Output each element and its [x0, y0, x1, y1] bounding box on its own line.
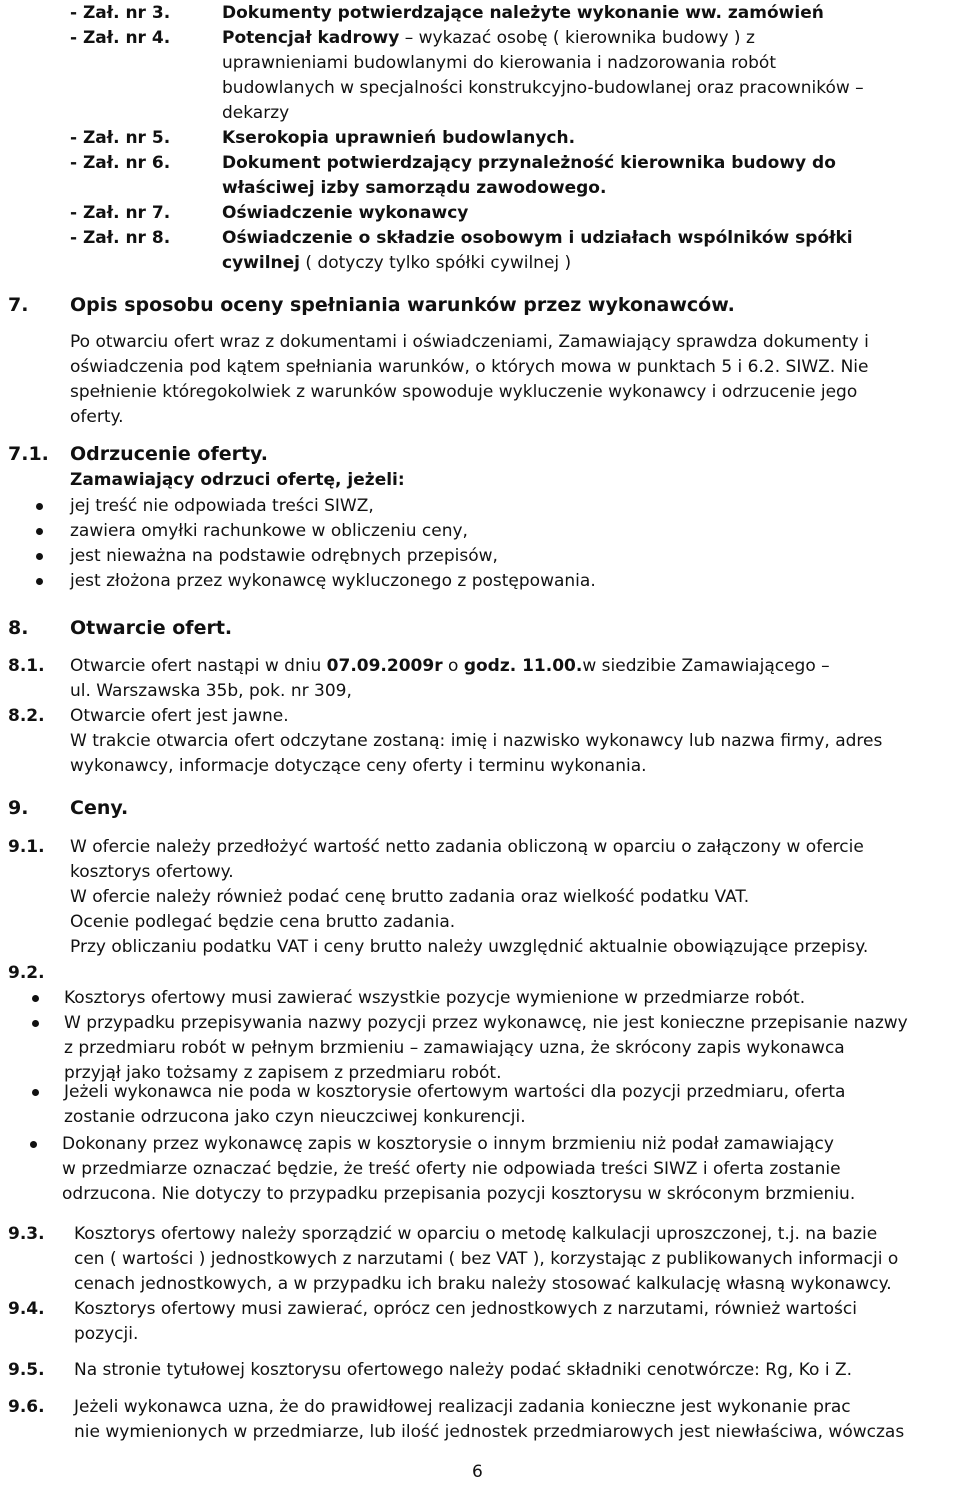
section-number: 9.6. — [8, 1397, 45, 1417]
list-item: odrzucona. Nie dotyczy to przypadku przepisania pozycji kosztorysu w skróconym brzmieniu. — [62, 1184, 856, 1204]
paragraph-line: kosztorys ofertowy. — [70, 862, 234, 882]
bullet-icon — [30, 1141, 37, 1148]
paragraph-line: cenach jednostkowych, a w przypadku ich braku należy stosować kalkulację własną wykonawcy. — [74, 1274, 892, 1294]
section-number: 9.4. — [8, 1299, 45, 1319]
section-number: 7. — [8, 294, 29, 316]
section-number: 8.2. — [8, 706, 45, 726]
paragraph-line: wykonawcy, informacje dotyczące ceny oferty i terminu wykonania. — [70, 756, 647, 776]
list-item: Kosztorys ofertowy musi zawierać wszystkie pozycje wymienione w przedmiarze robót. — [64, 988, 806, 1008]
paragraph-line: Na stronie tytułowej kosztorysu ofertowego należy podać składniki cenotwórcze: Rg, Ko i Z. — [74, 1360, 852, 1380]
attachment-label: - Zał. nr 7. — [70, 203, 171, 223]
paragraph-line: Przy obliczaniu podatku VAT i ceny brutto należy uwzględnić aktualnie obowiązujące przepisy. — [70, 937, 869, 957]
page-number: 6 — [472, 1462, 483, 1482]
section-title: Odrzucenie oferty. — [70, 443, 268, 465]
list-item: zostanie odrzucona jako czyn nieuczciwej konkurencji. — [64, 1107, 526, 1127]
section-number: 9.5. — [8, 1360, 45, 1380]
attachment-label: - Zał. nr 3. — [70, 3, 171, 23]
paragraph-line: Jeżeli wykonawca uzna, że do prawidłowej realizacji zadania konieczne jest wykonanie prac — [74, 1397, 851, 1417]
attachment-text: budowlanych w specjalności konstrukcyjno-budowlanej oraz pracowników – — [222, 78, 864, 98]
paragraph-line: W ofercie należy również podać cenę brutto zadania oraz wielkość podatku VAT. — [70, 887, 750, 907]
section-number: 9.3. — [8, 1224, 45, 1244]
list-item: jej treść nie odpowiada treści SIWZ, — [70, 496, 374, 516]
subheading: Zamawiający odrzuci ofertę, jeżeli: — [70, 470, 405, 490]
paragraph-line: pozycji. — [74, 1324, 139, 1344]
paragraph-line: nie wymienionych w przedmiarze, lub ilość jednostek przedmiarowych jest niewłaściwa, wówczas — [74, 1422, 905, 1442]
bullet-icon — [36, 503, 43, 510]
list-item: jest złożona przez wykonawcę wykluczonego z postępowania. — [70, 571, 596, 591]
attachment-text: Kserokopia uprawnień budowlanych. — [222, 128, 576, 148]
paragraph-line: oświadczenia pod kątem spełniania warunków, o których mowa w punktach 5 i 6.2. SIWZ. Nie — [70, 357, 869, 377]
paragraph-line: cen ( wartości ) jednostkowych z narzutami ( bez VAT ), korzystając z publikowanych informacji o — [74, 1249, 899, 1269]
bullet-icon — [32, 995, 39, 1002]
list-item: W przypadku przepisywania nazwy pozycji przez wykonawcę, nie jest konieczne przepisanie nazwy — [64, 1013, 908, 1033]
section-title: Ceny. — [70, 797, 129, 819]
attachment-text: Dokumenty potwierdzające należyte wykonanie ww. zamówień — [222, 3, 824, 23]
attachment-text: Oświadczenie wykonawcy — [222, 203, 469, 223]
bullet-icon — [32, 1020, 39, 1027]
paragraph-line: Ocenie podlegać będzie cena brutto zadania. — [70, 912, 456, 932]
list-item: Dokonany przez wykonawcę zapis w kosztorysie o innym brzmieniu niż podał zamawiający — [62, 1134, 834, 1154]
attachment-label: - Zał. nr 8. — [70, 228, 171, 248]
section-title: Opis sposobu oceny spełniania warunków przez wykonawców. — [70, 294, 735, 316]
attachment-label: - Zał. nr 5. — [70, 128, 171, 148]
bullet-icon — [36, 553, 43, 560]
bullet-icon — [36, 578, 43, 585]
paragraph-line: Kosztorys ofertowy musi zawierać, oprócz cen jednostkowych z narzutami, również wartości — [74, 1299, 857, 1319]
attachment-text: właściwej izby samorządu zawodowego. — [222, 178, 607, 198]
section-title: Otwarcie ofert. — [70, 617, 233, 639]
attachment-label: - Zał. nr 6. — [70, 153, 171, 173]
attachment-label: - Zał. nr 4. — [70, 28, 171, 48]
section-number: 9.2. — [8, 963, 45, 983]
paragraph-line: W trakcie otwarcia ofert odczytane zostaną: imię i nazwisko wykonawcy lub nazwa firmy, adres — [70, 731, 883, 751]
bullet-icon — [32, 1089, 39, 1096]
paragraph-line: Kosztorys ofertowy należy sporządzić w oparciu o metodę kalkulacji uproszczonej, t.j. na bazie — [74, 1224, 878, 1244]
list-item: Jeżeli wykonawca nie poda w kosztorysie ofertowym wartości dla pozycji przedmiaru, oferta — [64, 1082, 846, 1102]
paragraph-line: Otwarcie ofert jest jawne. — [70, 706, 289, 726]
attachment-text: uprawnieniami budowlanymi do kierowania i nadzorowania robót — [222, 53, 777, 73]
section-number: 8.1. — [8, 656, 45, 676]
bullet-icon — [36, 528, 43, 535]
section-number: 7.1. — [8, 443, 49, 465]
section-number: 9.1. — [8, 837, 45, 857]
attachment-text: Potencjał kadrowy – wykazać osobę ( kierownika budowy ) z — [222, 28, 755, 48]
list-item: z przedmiaru robót w pełnym brzmieniu – zamawiający uzna, że skrócony zapis wykonawca — [64, 1038, 845, 1058]
attachment-text: Dokument potwierdzający przynależność kierownika budowy do — [222, 153, 836, 173]
list-item: zawiera omyłki rachunkowe w obliczeniu ceny, — [70, 521, 468, 541]
paragraph-line: Otwarcie ofert nastąpi w dniu 07.09.2009r o godz. 11.00.w siedzibie Zamawiającego – — [70, 656, 830, 676]
paragraph-line: Po otwarciu ofert wraz z dokumentami i oświadczeniami, Zamawiający sprawdza dokumenty i — [70, 332, 869, 352]
section-number: 8. — [8, 617, 29, 639]
paragraph-line: spełnienie któregokolwiek z warunków spowoduje wykluczenie wykonawcy i odrzucenie jego — [70, 382, 858, 402]
list-item: jest nieważna na podstawie odrębnych przepisów, — [70, 546, 498, 566]
list-item: przyjął jako tożsamy z zapisem z przedmiaru robót. — [64, 1063, 502, 1083]
paragraph-line: oferty. — [70, 407, 124, 427]
attachment-text: dekarzy — [222, 103, 290, 123]
paragraph-line: W ofercie należy przedłożyć wartość netto zadania obliczoną w oparciu o załączony w ofercie — [70, 837, 864, 857]
attachment-text: Oświadczenie o składzie osobowym i udziałach wspólników spółki — [222, 228, 853, 248]
list-item: w przedmiarze oznaczać będzie, że treść oferty nie odpowiada treści SIWZ i oferta zostanie — [62, 1159, 841, 1179]
section-number: 9. — [8, 797, 29, 819]
attachment-text: cywilnej ( dotyczy tylko spółki cywilnej ) — [222, 253, 572, 273]
paragraph-line: ul. Warszawska 35b, pok. nr 309, — [70, 681, 352, 701]
